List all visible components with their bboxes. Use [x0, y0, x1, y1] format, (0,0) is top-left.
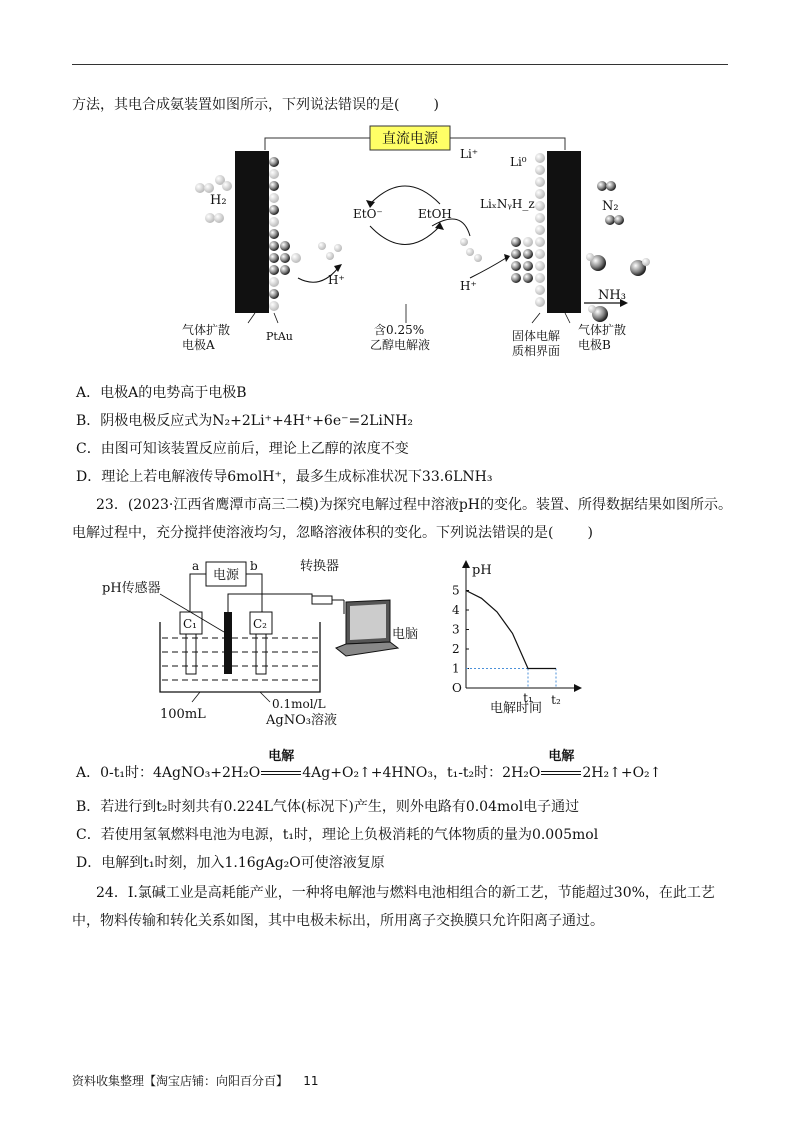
ptau-label: PtAu [266, 330, 293, 343]
ammonia-electrolysis-figure [170, 118, 670, 363]
n2-label: N₂ [602, 199, 619, 214]
li0-label: Li⁰ [510, 155, 527, 169]
electrolyte-label-1: 含0.25% [374, 323, 425, 337]
terminal-a: a [192, 559, 200, 573]
electrolysis-apparatus-figure [100, 552, 419, 730]
q22-stem: 方法，其电合成氨装置如图所示，下列说法错误的是( ) [72, 97, 439, 113]
q22-option-d: D．理论上若电解液传导6molH⁺，最多生成标准状况下33.6LNH₃ [76, 469, 493, 485]
interface-label-1: 固体电解 [512, 329, 561, 343]
laptop-computer [336, 600, 398, 656]
q22-option-a: A．电极A的电势高于电极B [76, 385, 247, 401]
y-tick-1: 1 [452, 661, 460, 676]
header-rule [72, 64, 728, 65]
page-number: 11 [303, 1074, 319, 1088]
conc-label: 0.1mol/L [272, 697, 326, 711]
h-plus-a-label: H⁺ [328, 273, 345, 287]
c2-label: C₂ [253, 617, 267, 631]
electrolyte-label-2: 乙醇电解液 [370, 338, 431, 352]
electrode-a-label-1: 气体扩散 [182, 323, 231, 337]
origin-label: O [452, 681, 462, 695]
power-label: 直流电源 [382, 131, 438, 147]
electrode-b-label-1: 气体扩散 [578, 323, 627, 337]
y-tick-3: 3 [452, 622, 460, 637]
lixnyhz-label: LiₓNᵧH_z [480, 197, 535, 211]
ph-sensor-label: pH传感器 [102, 581, 161, 596]
q23-stem-line2: 电解过程中，充分搅拌使溶液均匀，忽略溶液体积的变化。下列说法错误的是( ) [72, 525, 593, 541]
q23-option-b: B．若进行到t₂时刻共有0.224L气体(标况下)产生，则外电路有0.04mol电子通过 [76, 799, 580, 815]
interface-label-2: 质相界面 [512, 344, 561, 358]
h2-label: H₂ [210, 193, 227, 208]
computer-label: 电脑 [392, 627, 419, 642]
terminal-b: b [250, 559, 258, 573]
q23-option-a: A．0-t₁时：4AgNO₃+2H₂O 电解 4Ag+O₂↑+4HNO₃，t₁-t₂时：2H₂O 电解 2H₂↑+O₂↑ [76, 749, 662, 781]
volume-label: 100mL [160, 707, 206, 722]
x-tick-t1: t₁ [523, 691, 533, 705]
ph-chart [446, 560, 586, 720]
etoh-label: EtOH [418, 207, 452, 221]
eto-minus-label: EtO⁻ [353, 207, 383, 221]
y-tick-4: 4 [452, 603, 460, 617]
solution-label: AgNO₃溶液 [266, 713, 337, 728]
electrode-a [235, 151, 269, 313]
electrode-b-label-2: 电极B [578, 338, 611, 352]
q22-option-c: C．由图可知该装置反应前后，理论上乙醇的浓度不变 [76, 441, 409, 457]
q24-stem-line2: 中，物料传输和转化关系如图，其中电极未标出，所用离子交换膜只允许阳离子通过。 [72, 913, 604, 929]
ph-series-line [466, 591, 556, 669]
y-tick-5: 5 [452, 583, 460, 598]
interface-layer [511, 153, 545, 307]
x-axis-label: 电解时间 [490, 701, 543, 716]
q23-option-c: C．若使用氢氧燃料电池为电源，t₁时，理论上负极消耗的气体物质的量为0.005mol [76, 827, 599, 843]
q22-option-b: B．阴极电极反应式为N₂+2Li⁺+4H⁺+6e⁻=2LiNH₂ [76, 413, 413, 429]
electrode-b [547, 151, 581, 313]
power-label: 电源 [212, 568, 240, 583]
ph-electrode [224, 612, 232, 674]
ptau-layer [269, 157, 301, 311]
q23-option-d: D．电解到t₁时刻，加入1.16gAg₂O可使溶液复原 [76, 855, 385, 871]
electrolysis-condition: 电解 [261, 764, 301, 782]
converter-box [312, 596, 332, 604]
converter-label: 转换器 [300, 559, 340, 574]
y-axis-label: pH [472, 563, 492, 578]
h-plus-b-label: H⁺ [460, 279, 477, 293]
y-tick-2: 2 [452, 642, 460, 656]
electrode-a-label-2: 电极A [182, 338, 215, 352]
q23-stem-line1: 23．(2023·江西省鹰潭市高三二模)为探究电解过程中溶液pH的变化。装置、所得数据结果如图所示。 [96, 497, 732, 513]
x-tick-t2: t₂ [551, 693, 561, 707]
c1-label: C₁ [183, 617, 197, 631]
li-plus-label: Li⁺ [460, 147, 479, 161]
q24-stem-line1: 24．Ⅰ.氯碱工业是高耗能产业，一种将电解池与燃料电池相组合的新工艺，节能超过30%，在此工艺 [96, 885, 715, 901]
nh3-label: NH₃ [598, 288, 626, 303]
footer: 资料收集整理【淘宝店铺：向阳百分百】 11 [72, 1074, 319, 1088]
electrolysis-condition-2: 电解 [541, 764, 581, 782]
